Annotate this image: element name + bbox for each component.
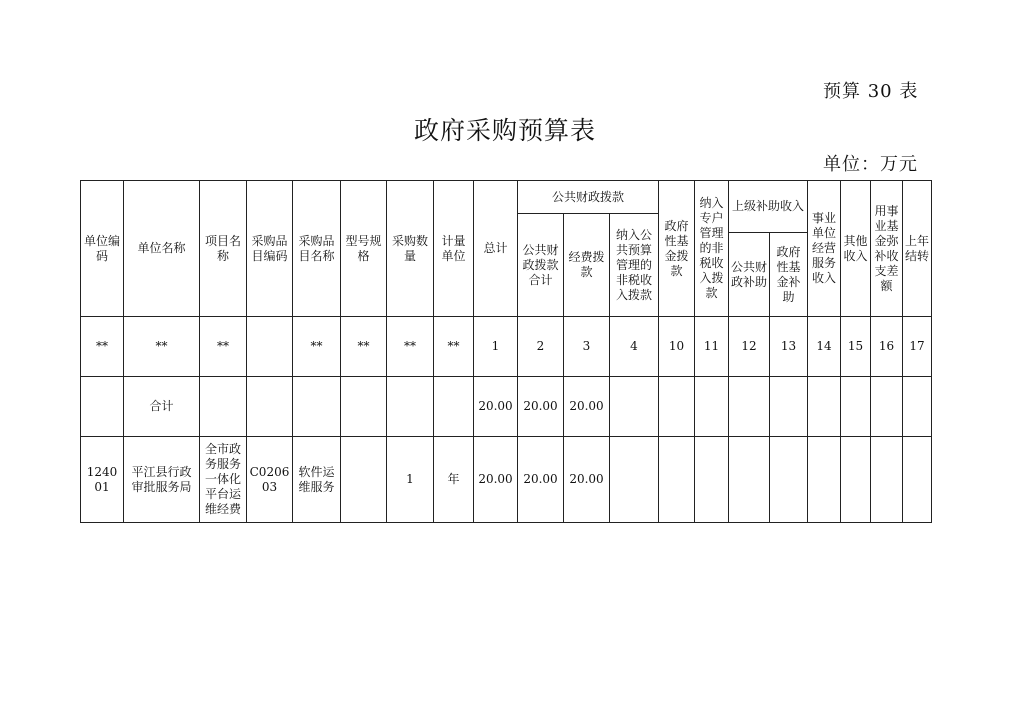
row-item-code: C020603 (247, 437, 293, 523)
row-cell-empty (808, 437, 841, 523)
row-model (341, 437, 387, 523)
procurement-budget-table (80, 180, 932, 523)
header-other-income: 其他收入 (841, 181, 871, 317)
row-measure-unit: 年 (434, 437, 474, 523)
row-cell-empty (610, 437, 659, 523)
index-cell: 12 (729, 317, 770, 377)
index-row (81, 317, 932, 377)
header-operating-funds: 经费拨款 (564, 214, 610, 317)
page-title: 政府采购预算表 (413, 116, 596, 145)
header-row-1 (81, 181, 932, 214)
header-gov-fund-subsidy: 政府性基金补助 (770, 233, 808, 317)
total-cell-empty (387, 377, 434, 437)
index-cell: 17 (903, 317, 932, 377)
row-cell-empty (841, 437, 871, 523)
total-total: 20.00 (474, 377, 518, 437)
header-gov-fund: 政府性基金拨款 (659, 181, 695, 317)
total-row-label: 合计 (124, 377, 200, 437)
header-model: 型号规格 (341, 181, 387, 317)
row-total: 20.00 (474, 437, 518, 523)
header-item-name: 采购品目名称 (293, 181, 341, 317)
total-cell-empty (729, 377, 770, 437)
total-operating-funds: 20.00 (564, 377, 610, 437)
row-project-name: 全市政务服务一体化平台运维经费 (200, 437, 247, 523)
header-public-finance-subsidy: 公共财政补助 (729, 233, 770, 317)
header-special-non-tax: 纳入专户管理的非税收入拨款 (695, 181, 729, 317)
row-item-name: 软件运维服务 (293, 437, 341, 523)
index-cell: 13 (770, 317, 808, 377)
header-unit-name: 单位名称 (124, 181, 200, 317)
row-cell-empty (659, 437, 695, 523)
total-cell-empty (841, 377, 871, 437)
total-cell-empty (293, 377, 341, 437)
header-measure-unit: 计量单位 (434, 181, 474, 317)
total-cell-empty (808, 377, 841, 437)
header-total: 总计 (474, 181, 518, 317)
total-row (81, 377, 932, 437)
total-public-finance-total: 20.00 (518, 377, 564, 437)
index-cell: 1 (474, 317, 518, 377)
total-cell-empty (903, 377, 932, 437)
row-cell-empty (729, 437, 770, 523)
total-cell-empty (871, 377, 903, 437)
index-cell: 15 (841, 317, 871, 377)
index-cell: 14 (808, 317, 841, 377)
total-cell-empty (695, 377, 729, 437)
row-cell-empty (871, 437, 903, 523)
row-public-finance-total: 20.00 (518, 437, 564, 523)
unit-label: 单位：万元 (823, 154, 918, 175)
total-cell-empty (81, 377, 124, 437)
header-public-finance-total: 公共财政拨款合计 (518, 214, 564, 317)
row-unit-name: 平江县行政审批服务局 (124, 437, 200, 523)
index-cell: ** (124, 317, 200, 377)
index-cell: ** (434, 317, 474, 377)
index-cell: 16 (871, 317, 903, 377)
row-cell-empty (695, 437, 729, 523)
header-item-code: 采购品目编码 (247, 181, 293, 317)
total-cell-empty (200, 377, 247, 437)
header-superior-subsidy-group: 上级补助收入 (729, 181, 808, 233)
row-cell-empty (903, 437, 932, 523)
total-cell-empty (770, 377, 808, 437)
header-non-tax-public-budget: 纳入公共预算管理的非税收入拨款 (610, 214, 659, 317)
header-last-year-carryover: 上年结转 (903, 181, 932, 317)
row-operating-funds: 20.00 (564, 437, 610, 523)
header-public-finance-group: 公共财政拨款 (518, 181, 659, 214)
index-cell: ** (81, 317, 124, 377)
table-number: 预算 30 表 (823, 81, 919, 102)
total-cell-empty (341, 377, 387, 437)
index-cell: ** (200, 317, 247, 377)
index-cell: 2 (518, 317, 564, 377)
header-fund-deficit: 用事业基金弥补收支差额 (871, 181, 903, 317)
total-cell-empty (659, 377, 695, 437)
index-cell: 4 (610, 317, 659, 377)
index-cell: 10 (659, 317, 695, 377)
total-cell-empty (610, 377, 659, 437)
index-cell (247, 317, 293, 377)
index-cell: 3 (564, 317, 610, 377)
header-unit-code: 单位编码 (81, 181, 124, 317)
total-cell-empty (247, 377, 293, 437)
index-cell: ** (293, 317, 341, 377)
header-quantity: 采购数量 (387, 181, 434, 317)
header-project-name: 项目名称 (200, 181, 247, 317)
row-quantity: 1 (387, 437, 434, 523)
row-unit-code: 124001 (81, 437, 124, 523)
total-cell-empty (434, 377, 474, 437)
row-cell-empty (770, 437, 808, 523)
header-business-income: 事业单位经营服务收入 (808, 181, 841, 317)
index-cell: 11 (695, 317, 729, 377)
table-row (81, 437, 932, 523)
index-cell: ** (387, 317, 434, 377)
index-cell: ** (341, 317, 387, 377)
